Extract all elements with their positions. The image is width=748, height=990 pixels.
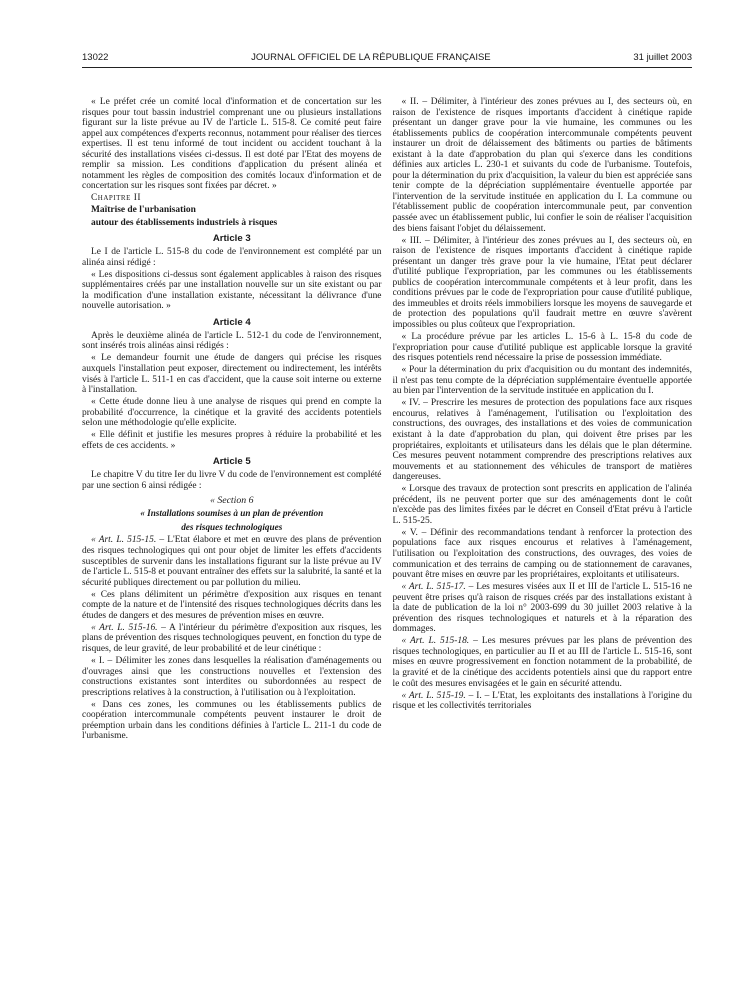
article-reference: « Art. L. 515-16.: [91, 622, 158, 633]
paragraph: « Dans ces zones, les communes ou les établissements publics de coopération intercommunale compétents peuvent instaurer le droit de préemption urbain dans les conditions définies à l'article L. 211-1 du code de l'urbanisme.: [82, 699, 382, 742]
paragraph: « Le préfet crée un comité local d'information et de concertation sur les risques pour tout bassin industriel comprenant une ou plusieurs installations figurant sur la liste prévue au IV de l'article L. 515-8. Ce comité peut faire appel aux compétences d'experts reconnus, notamment pour réaliser des tierces expertises. Il est tenu informé de tout incident ou accident touchant à la sécurité des installations visées ci-dessus. Il est doté par l'Etat des moyens de remplir sa mission. Les conditions d'application du présent alinéa et notamment les règles de composition des comités locaux d'information et de concertation sur les risques sont fixées par décret. »: [82, 97, 382, 192]
chapter-title-line-2: autour des établissements industriels à risques: [91, 217, 278, 228]
left-column: [82, 97, 382, 966]
section-title-line-2: des risques technologiques: [181, 521, 283, 532]
paragraph: « La procédure prévue par les articles L. 15-6 à L. 15-8 du code de l'expropriation pour cause d'utilité publique est applicable lorsque la gravité des risques potentiels rend nécessaire la prise de possession immédiate.: [392, 332, 692, 364]
article-paragraph: [393, 582, 693, 635]
page-number: 13022: [82, 51, 109, 63]
article-paragraph: [393, 691, 693, 712]
paragraph: « III. – Délimiter, à l'intérieur des zones prévues au I, des secteurs où, en raison de l'existence de risques importants d'accident à cinétique rapide présentant un danger très grave pour la vie humaine, l'Etat peut déclarer d'utilité publique l'expropriation, par les communes ou les établissements publics de coopération intercommunale compétents et à leur profit, dans les conditions prévues par le code de l'expropriation pour cause d'utilité publique, des immeubles et droits réels immobiliers lorsque les moyens de sauvegarde et de protection des populations qu'il faudrait mettre en œuvre s'avèrent impossibles ou plus coûteux que l'expropriation.: [392, 235, 692, 330]
article-reference: « Art. L. 515-15.: [91, 535, 157, 546]
chapter-label: Chapitre II: [91, 193, 141, 204]
paragraph: « IV. – Prescrire les mesures de protection des populations face aux risques encourus, relatives à l'aménagement, l'utilisation ou l'exploitation des constructions, des ouvrages, des installations et des voies de communication existant à la date d'approbation du plan, qui doivent être prises par les propriétaires, exploitants et utilisateurs dans les délais que le plan détermine. Ces mesures peuvent notamment comprendre des prescriptions relatives aux mouvements et au stationnement des véhicules de transport de matières dangereuses.: [392, 398, 692, 483]
paragraph: « Elle définit et justifie les mesures propres à réduire la probabilité et les effets de ces accidents. »: [82, 430, 382, 451]
article-paragraph: [82, 623, 382, 655]
section-title-line-1: « Installations soumises à un plan de prévention: [140, 508, 324, 519]
article-text: – I. – L'Etat, les exploitants des installations à l'origine du risque et les collectivités territoriales: [392, 690, 692, 712]
article-text: – A l'intérieur du périmètre d'exposition aux risques, les plans de prévention des risques technologiques peuvent, en fonction du type de risques, de leur gravité, de leur probabilité et de leur cinétique :: [82, 622, 382, 654]
article-text: – L'Etat élabore et met en œuvre des plans de prévention des risques technologiques qui ont pour objet de limiter les effets d'accidents susceptibles de survenir dans les installations figurant sur la liste prévue au IV de l'article L. 515-8 et pouvant entraîner des effets sur la salubrité, la santé et la sécurité publiques directement ou par pollution du milieu.: [82, 535, 382, 588]
paragraph: Le I de l'article L. 515-8 du code de l'environnement est complété par un alinéa ainsi rédigé :: [82, 247, 382, 268]
article-5-heading: Article 5: [212, 456, 251, 468]
chapter-title-line-1: Maîtrise de l'urbanisation: [91, 205, 196, 216]
section-heading: « Section 6: [209, 495, 254, 507]
article-paragraph: [393, 636, 693, 689]
paragraph: « Les dispositions ci-dessus sont également applicables à raison des risques supplémentaires créés par une installation nouvelle sur un site existant ou par la modification d'une installation existante, nécessitant la délivrance d'une nouvelle autorisation. »: [82, 269, 382, 312]
article-4-heading: Article 4: [212, 316, 251, 328]
publication-date: 31 juillet 2003: [633, 51, 692, 63]
paragraph: Le chapitre V du titre Ier du livre V du code de l'environnement est complété par une section 6 ainsi rédigée :: [82, 470, 382, 491]
header-rule: [82, 67, 692, 68]
article-reference: « Art. L. 515-19.: [401, 690, 466, 701]
article-3-heading: Article 3: [212, 233, 251, 245]
article-paragraph: [82, 535, 382, 588]
article-reference: « Art. L. 515-18.: [401, 636, 470, 647]
paragraph: Après le deuxième alinéa de l'article L. 512-1 du code de l'environnement, sont insérés trois alinéas ainsi rédigés :: [82, 330, 382, 352]
paragraph: « V. – Définir des recommandations tendant à renforcer la protection des populations face aux risques encourus et relatives à l'aménagement, l'utilisation ou l'exploitation des constructions, des ouvrages, des voies de communication et des terrains de camping ou de stationnement de caravanes, pouvant être mises en œuvre par les propriétaires, exploitants et utilisateurs.: [392, 527, 692, 581]
article-text: – Les mesures prévues par les plans de prévention des risques technologiques, en particulier au II et au III de l'article L. 515-16, sont mises en œuvre progressivement en fonction notamment de la probabilité, de la gravité et de la cinétique des accidents potentiels ainsi que du rapport entre le coût des mesures envisagées et le gain en sécurité attendu.: [392, 636, 692, 689]
paragraph: « II. – Délimiter, à l'intérieur des zones prévues au I, des secteurs où, en raison de l'existence de risques importants d'accident à cinétique rapide présentant un danger grave pour la vie humaine, les communes ou les établissements publics de coopération intercommunale compétents peuvent instaurer un droit de délaissement des bâtiments ou parties de bâtiments existant à la date d'approbation du plan qui s'exerce dans les conditions définies aux articles L. 230-1 et suivants du code de l'urbanisme. Toutefois, pour la détermination du prix d'acquisition, la valeur du bien est appréciée sans tenir compte de la dépréciation supplémentaire éventuelle apportée par l'intervention de la servitude instituée en application du I. La commune ou l'établissement public de coopération intercommunale peut, par convention passée avec un établissement public, lui confier le soin de réaliser l'acquisition des biens faisant l'objet du délaissement.: [392, 97, 692, 234]
right-column: [393, 97, 693, 966]
text-columns: [82, 97, 692, 966]
paragraph: « Pour la détermination du prix d'acquisition ou du montant des indemnités, il n'est pas tenu compte de la dépréciation supplémentaire éventuelle apportée au bien par l'intervention de la servitude instituée en application du I.: [392, 365, 692, 397]
paragraph: « Cette étude donne lieu à une analyse de risques qui prend en compte la probabilité d'occurrence, la cinétique et la gravité des accidents potentiels selon une méthodologie qu'elle explicite.: [82, 397, 382, 429]
chapter-heading: [82, 193, 382, 204]
page-header: [82, 50, 692, 64]
paragraph: « Lorsque des travaux de protection sont prescrits en application de l'alinéa précédent, ils ne peuvent porter que sur des aménagements dont le coût n'excède pas des limites fixées par le décret en Conseil d'Etat prévu à l'article L. 515-25.: [392, 484, 692, 526]
journal-title: JOURNAL OFFICIEL DE LA RÉPUBLIQUE FRANÇAISE: [251, 51, 491, 63]
paragraph: « I. – Délimiter les zones dans lesquelles la réalisation d'aménagements ou d'ouvrages ainsi que les constructions nouvelles et l'extension des constructions existantes sont interdites ou subordonnées au respect de prescriptions relatives à la construction, à l'utilisation ou à l'exploitation.: [82, 655, 382, 698]
paragraph: « Ces plans délimitent un périmètre d'exposition aux risques en tenant compte de la nature et de l'intensité des risques technologiques décrits dans les études de dangers et des mesures de prévention mises en œuvre.: [82, 589, 382, 621]
paragraph: « Le demandeur fournit une étude de dangers qui précise les risques auxquels l'installation peut exposer, directement ou indirectement, les intérêts visés à l'article L. 511-1 en cas d'accident, que la cause soit interne ou externe à l'installation.: [82, 353, 382, 396]
article-reference: « Art. L. 515-17.: [401, 582, 466, 593]
article-text: – Les mesures visées aux II et III de l'article L. 515-16 ne peuvent être prises qu'à raison de risques créés par des installations existant à la date de publication de la loi n° 2003-699 du 30 juillet 2003 relative à la prévention des risques technologiques et naturels et à la réparation des dommages.: [392, 582, 692, 635]
